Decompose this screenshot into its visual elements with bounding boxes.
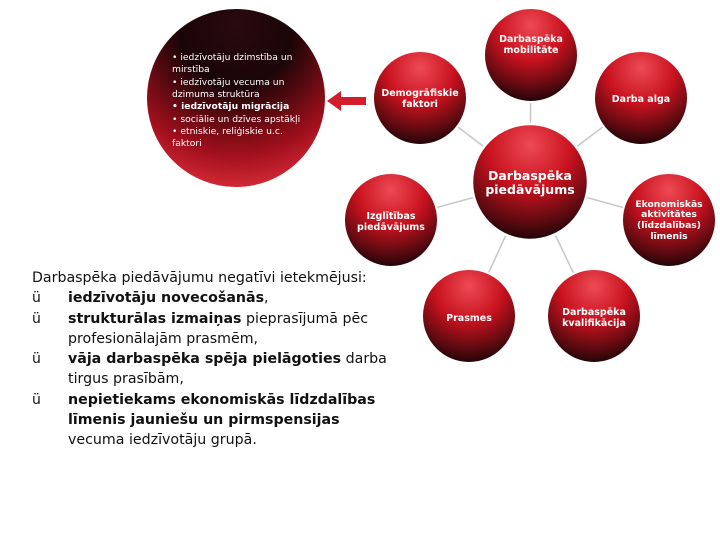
bullet-rest: pieprasījumā pēc profesionālajām prasmēm, [68,310,369,347]
bullet-structural [32,309,392,350]
node-wage-line1: Darba alga [611,93,671,105]
node-demographic-circle [373,51,467,145]
node-mobility-circle [484,8,578,102]
node-economic-line1: Ekonomiskās [635,198,703,210]
detail-item: • iedzīvotāju migrācija [172,101,290,113]
detail-item: • sociālie un dzīves apstākļi [172,113,301,125]
detail-item: • iedzīvotāju vecuma un [172,76,285,88]
bullet-text [68,349,392,390]
node-economic-line2: aktivitātes [641,209,697,221]
bullet-rest: darba tirgus prasībām, [68,351,387,388]
node-mobility-line1: Darbaspēka [499,34,563,46]
bullet-bold: nepietiekams ekonomiskās līdzdalības līmenis jauniešu un pirmspensijas [68,391,376,429]
bullet-participation [32,390,392,451]
detail-item: dzimuma struktūra [172,88,260,100]
node-skills-circle [422,269,516,363]
bullet-bold: iedzīvotāju novecošanās [68,290,265,307]
negative-factors-text [32,268,392,451]
center-label-line1: Darbaspēka [488,167,572,183]
check-icon: ü [32,310,41,327]
node-economic-circle [622,173,716,267]
bullet-rest: vecuma iedzīvotāju grupā. [68,432,257,449]
node-mobility-line2: mobilitāte [503,45,559,56]
bullet-text [68,390,392,451]
center-circle [472,124,588,240]
bullet-adaptability [32,349,392,390]
bullet-bold: strukturālas izmaiņas [68,310,242,327]
bullet-text [68,309,392,350]
node-qualification-circle [547,269,641,363]
node-demographic-line1: Demogrāfiskie [381,88,459,100]
node-economic-line4: līmenis [650,230,688,242]
node-qualification-line2: kvalifikācija [562,318,626,329]
detail-item: mirstība [172,64,210,76]
node-education-line2: piedāvājums [357,222,425,233]
check-icon: ü [32,290,41,307]
center-label-line2: piedāvājums [485,182,575,197]
node-economic-line3: (līdzdalības) [637,220,701,231]
node-education-line1: Izglītības [366,211,416,223]
bullet-aging [32,288,392,308]
bullet-rest: , [264,290,269,307]
node-qualification-line1: Darbaspēka [562,307,626,319]
arrow-icon [327,91,366,111]
detail-item: • iedzīvotāju dzimstība un [172,52,293,63]
demographic-factor-list [172,52,322,151]
detail-item: faktori [172,138,202,150]
detail-item: • etniskie, reliģiskie u.c. [172,125,283,137]
check-icon: ü [32,391,41,408]
bullet-bold: vāja darbaspēka spēja pielāgoties [68,351,342,368]
node-wage-circle [594,51,688,145]
node-education-circle [344,173,438,267]
check-icon: ü [32,351,41,368]
node-demographic-line2: faktori [402,99,438,110]
intro-text: Darbaspēka piedāvājumu negatīvi ietekmējusi: [32,270,367,286]
node-skills-line1: Prasmes [446,312,492,324]
bullet-text [68,288,392,308]
